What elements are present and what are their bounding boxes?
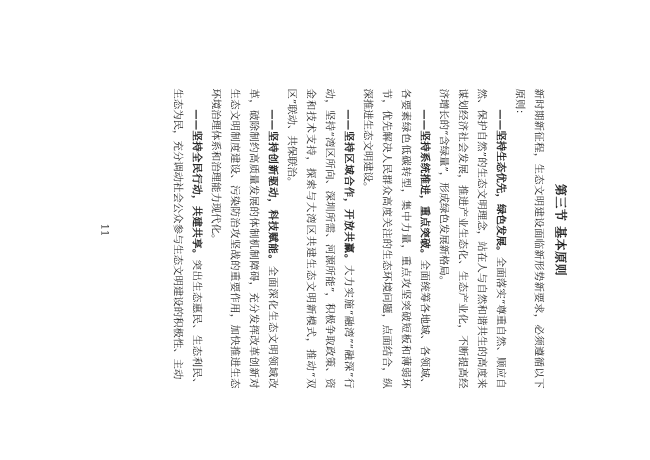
- principle-lead: ——坚持全民行动，共建共享。: [190, 109, 203, 260]
- principle-lead: ——坚持区域合作，开放共赢。: [342, 109, 355, 266]
- principle-paragraph: [206, 89, 282, 389]
- principle-text: 突出生态惠民、生态利民、生态为民，充分调动社会公众参与生态文明建设的积极性、主动: [171, 88, 203, 389]
- principle-lead: ——坚持生态优先，绿色发展。: [494, 109, 507, 257]
- principle-paragraph: [434, 89, 510, 389]
- principle-lead: ——坚持系统推进，重点突破。: [418, 109, 431, 260]
- principle-text: 大力实施“融湾”“融深”行动，坚持“湾区所向、深圳所需、河源所能”，积极争取政策、资金和技术支持，探索与大湾区共建生态文明新模式，推动“双区”联动、共保联治。: [285, 88, 355, 389]
- principle-text: 全面统筹各地域、各领域、各要素绿色低碳转型，集中力量，重点攻坚突破短板和薄弱环节，优先解决人民群众高度关注的生态环境问题，点面结合，纵深推进生态文明建设。: [361, 88, 431, 389]
- page-number: 11: [98, 223, 110, 237]
- principle-lead: ——坚持创新驱动，科技赋能。: [266, 109, 279, 266]
- body-text: [168, 89, 548, 389]
- intro-paragraph: 新时期新征程，生态文明建设面临新形势新要求，必须遵循以下原则：: [513, 88, 545, 389]
- section-heading: 第三节 基本原则: [553, 183, 568, 277]
- principle-text: 全面落实“尊重自然、顺应自然、保护自然”的生态文明理念，站在人与自然和谐共生的高度来谋划经济社会发展，推进产业生态化、生态产业化，不断提高经济增长的“含绿量”，形成绿色发展新格局。: [437, 88, 507, 389]
- principle-text: 全面深化生态文明领域改革，破除制约高质量发展的体制机制障碍，充分发挥改革创新对生态文明制度建设、污染防治攻坚战的重要作用，加快推进生态环境治理体系和治理能力现代化。: [209, 88, 279, 389]
- principle-paragraph: [282, 89, 358, 389]
- principle-paragraph: [358, 89, 434, 389]
- principle-paragraph: [168, 89, 206, 389]
- rotated-page: [0, 1, 650, 460]
- document-page: [0, 1, 650, 460]
